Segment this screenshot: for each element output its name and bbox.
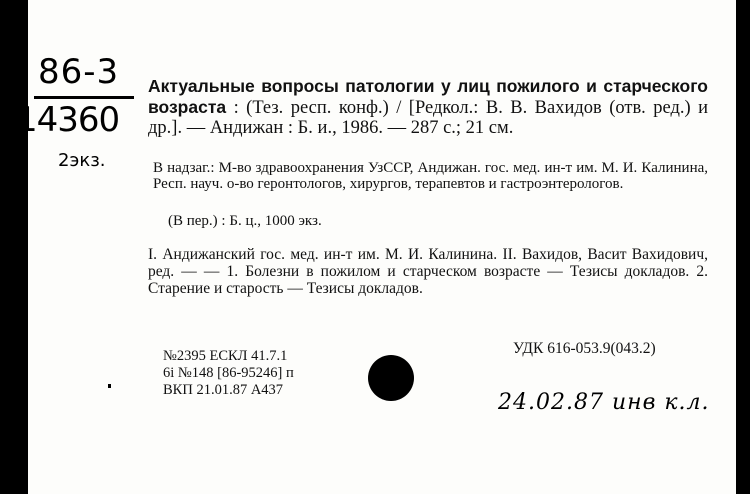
card-identifiers: [163, 348, 294, 399]
shelfmark-divider: [34, 96, 134, 99]
shelfmark-class: 86-3: [38, 52, 120, 92]
main-entry: [148, 76, 708, 138]
binding-price: (В пер.) : Б. ц., 1000 экз.: [168, 213, 322, 229]
stray-mark: [108, 384, 111, 388]
punch-hole: [368, 355, 414, 401]
ids-line-1: №2395 ЕСКЛ 41.7.1: [163, 348, 288, 364]
ids-line-2: 6і №148 [86-95246] п: [163, 365, 294, 381]
catalog-card: [16, 0, 744, 494]
ids-line-3: ВКП 21.01.87 А437: [163, 382, 284, 398]
authority-note: В надзаг.: М-во здравоохранения УзССР, Андижан. гос. мед. ин-т им. М. И. Калинина, Респ. науч. о-во геронтологов, хирургов, терапевтов и гастроэнтерологов.: [153, 160, 708, 192]
udc-code: УДК 616-053.9(043.2): [513, 340, 656, 357]
entry-title: Актуальные вопросы патологии у лиц пожилого и старческого возраста: [148, 76, 708, 117]
scan-left-edge: [6, 0, 28, 494]
shelfmark-number: 14360: [16, 100, 120, 140]
tracings: I. Андижанский гос. мед. ин-т им. М. И. Калинина. II. Вахидов, Васит Вахидович, ред. — — 1. Болезни в пожилом и старческом возрасте — Тезисы докладов. 2. Старение и старость — Тезисы докладов.: [148, 246, 708, 297]
entry-body: : (Тез. респ. конф.) / [Редкол.: В. В. Вахидов (отв. ред.) и др.]. — Андижан : Б. и., 1986. — 287 с.; 21 см.: [148, 98, 708, 138]
copies-note: 2экз.: [58, 150, 106, 171]
handwritten-date: 24.02.87 инв к.л.: [498, 390, 710, 415]
